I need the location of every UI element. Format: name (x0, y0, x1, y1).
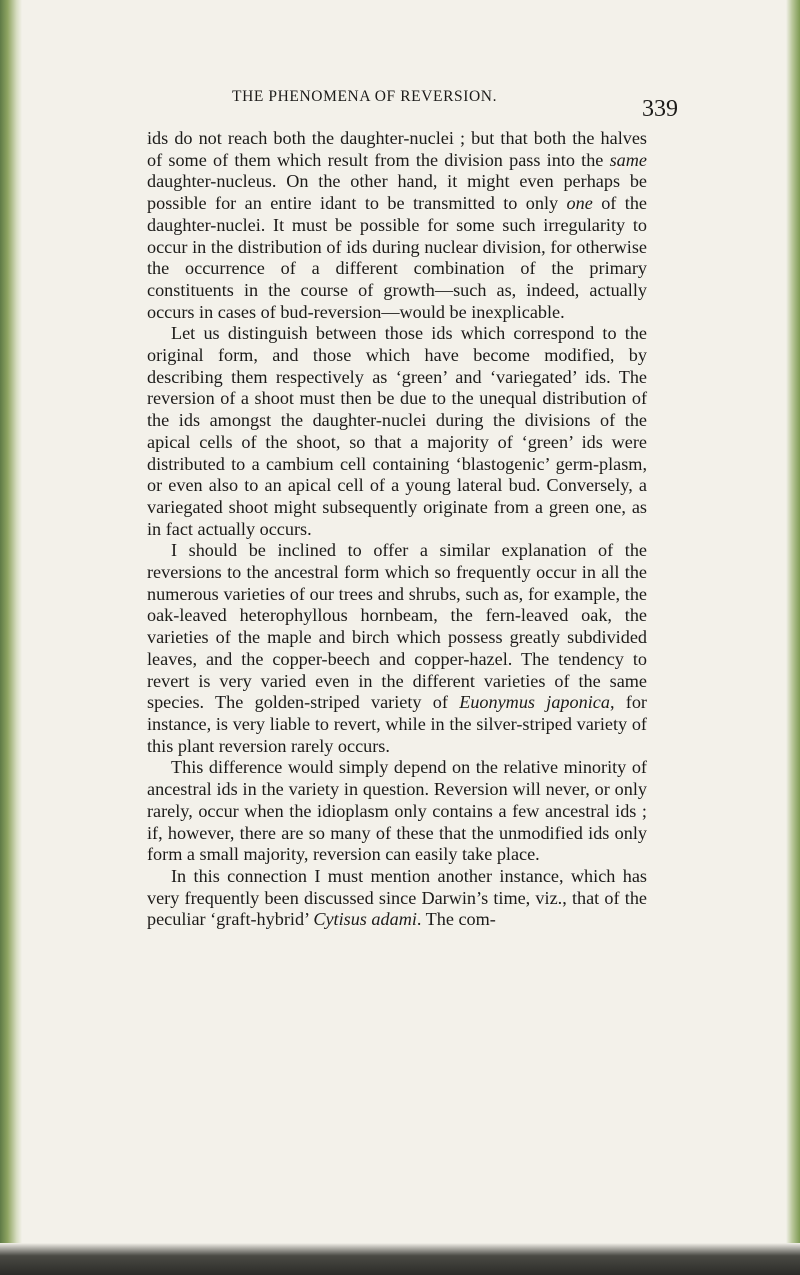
paragraph (147, 323, 647, 540)
page-edge-right (786, 0, 800, 1275)
text-run: . The com- (416, 909, 496, 930)
text-run: Let us distinguish between those ids which correspond to the original form, and those which have become modified, by describing them respectively as ‘green’ and ‘variegated’ ids. The reversion of a shoot must then be due to the unequal distribution of the ids amongst the daughter-nuclei during the divisions of the apical cells of the shoot, so that a majority of ‘green’ ids were distributed to a cambium cell containing ‘blastogenic’ germ-plasm, or even also to an apical cell of a young lateral bud. Conversely, a variegated shoot might subsequently originate from a green one, as in fact actually occurs. (147, 323, 647, 539)
paragraph (147, 757, 647, 866)
paragraph (147, 128, 647, 323)
italic-run: Cytisus adami (313, 909, 417, 930)
page-edge-left (0, 0, 22, 1275)
text-run: In this connection I must mention another instance, which has very frequently been discussed since Darwin’s time, viz., that of the peculiar ‘graft-hybrid’ (147, 865, 647, 930)
text-run: of the daughter-nuclei. It must be possible for some such irregularity to occur in the distribution of ids during nuclear division, for otherwise the occurrence of a different combination of the primary constituents in the course of growth—such as, indeed, actually occurs in cases of bud-reversion—would be inexplicable. (147, 193, 647, 322)
text-run: This difference would simply depend on the relative minority of ancestral ids in the variety in question. Reversion will never, or only rarely, occur when the idioplasm only contains a few ancestral ids ; if, however, there are so many of these that the unmodified ids only form a small majority, reversion can easily take place. (147, 757, 647, 865)
body-text (147, 128, 647, 931)
italic-run: same (609, 149, 647, 170)
page-number: 339 (642, 96, 678, 122)
italic-run: one (566, 193, 593, 214)
text-run: I should be inclined to offer a similar explanation of the reversions to the ancestral form which so frequently occur in all the numerous varieties of our trees and shrubs, such as, for example, the oak-leaved heterophyllous hornbeam, the fern-leaved oak, the varieties of the maple and birch which possess greatly subdivided leaves, and the copper-beech and copper-hazel. The tendency to revert is very varied even in the different varieties of the same species. The golden-striped variety of (147, 540, 647, 713)
bottom-shadow-band (0, 1243, 800, 1275)
paragraph (147, 866, 647, 931)
text-run: ids do not reach both the daughter-nuclei ; but that both the halves of some of them which result from the division pass into the (147, 128, 647, 170)
italic-run: Euonymus japonica (459, 692, 610, 713)
text-run: daughter-nucleus. On the other hand, it might even perhaps be possible for an entire idant to be transmitted to only (147, 171, 647, 214)
text-run: , for instance, is very liable to revert, while in the silver-striped variety of this plant reversion rarely occurs. (147, 692, 647, 756)
running-head: THE PHENOMENA OF REVERSION. (232, 88, 498, 105)
paragraph (147, 540, 647, 757)
